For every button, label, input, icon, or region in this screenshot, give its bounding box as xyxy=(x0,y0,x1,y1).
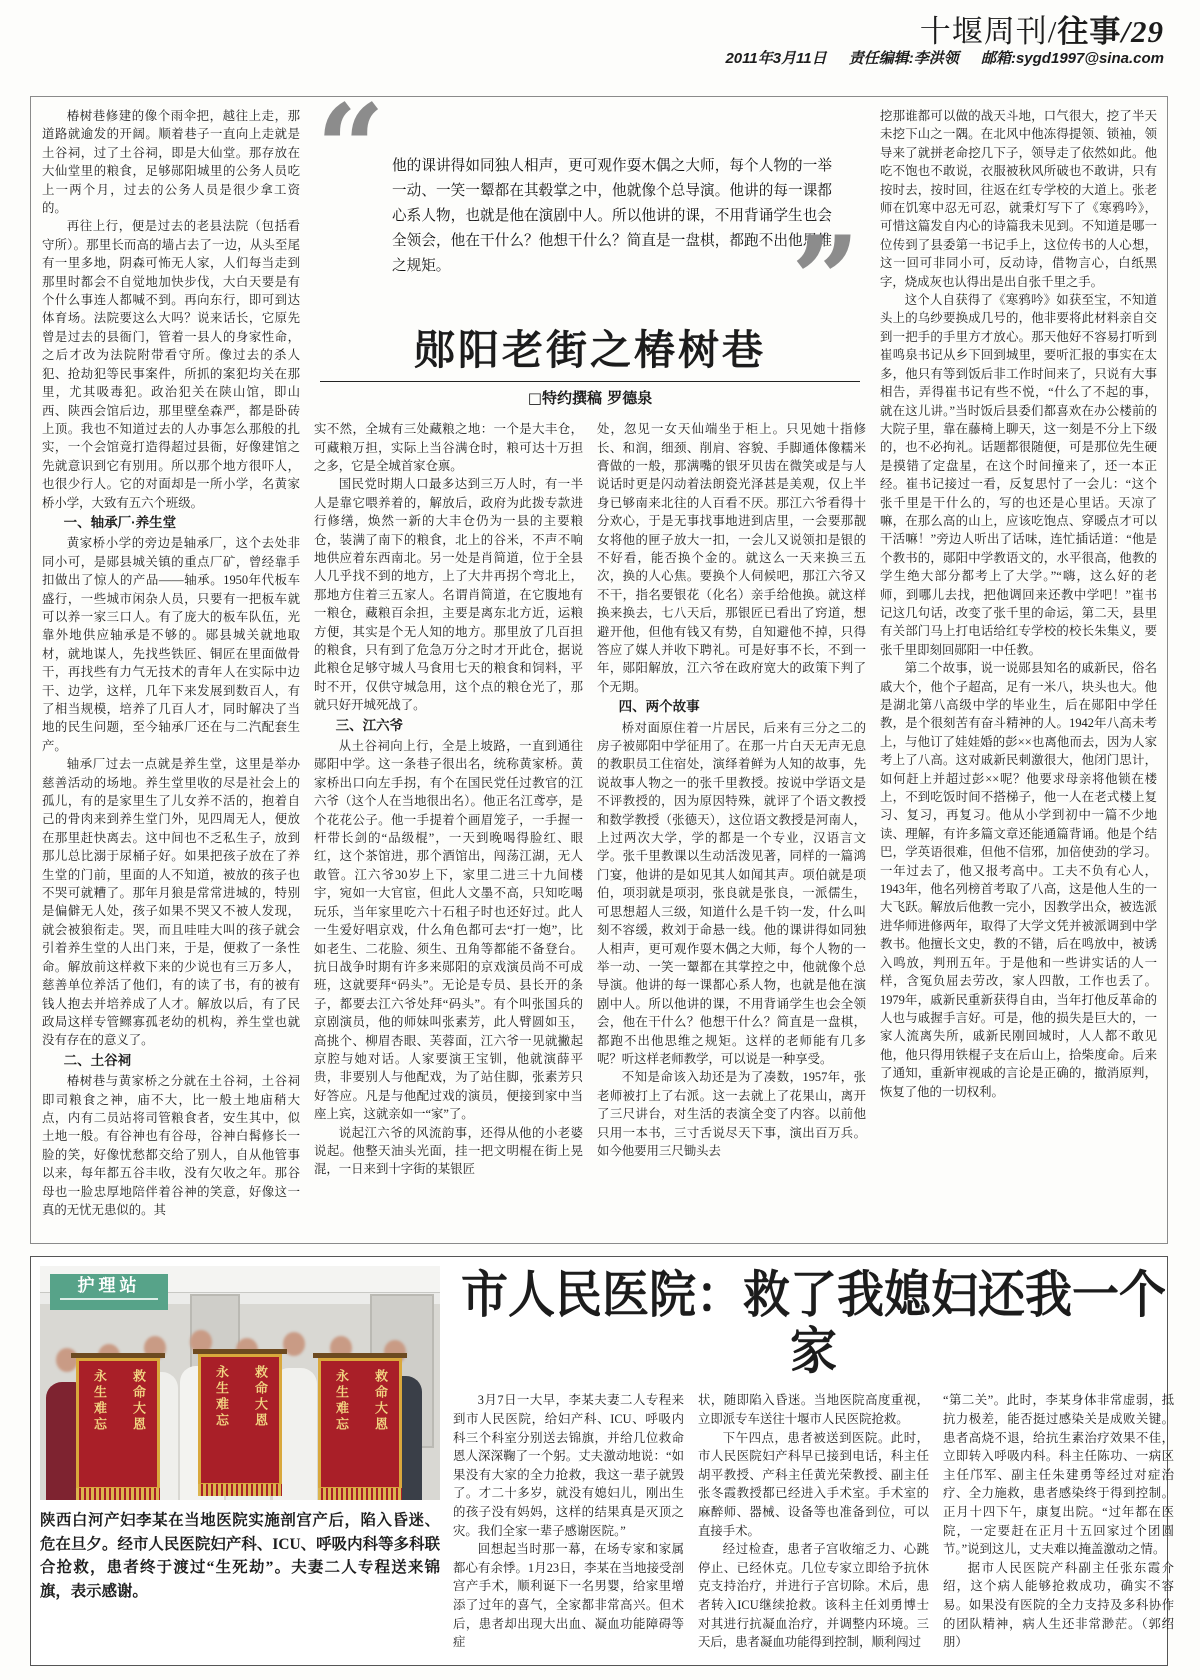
masthead xyxy=(920,6,1164,51)
paragraph: 经过检查，患者子宫收缩乏力、心跳停止、已经休克。几位专家立即给予抗休克支持治疗，并进行子宫切除。术后，患者转入ICU继续抢救。该科主任刘勇博士对其进行抗凝血治疗，并调整内环境。三天后，患者凝血功能得到控制，顺利闯过 xyxy=(698,1542,929,1650)
section-heading: 三、江六爷 xyxy=(335,717,404,733)
paragraph: 第二个故事，说一说郧县知名的戚新民，俗名戚大个，他个子超高，足有一米八，块头也大。他是湖北第八高级中学的毕业生，后在郧阳中学任教，是个很刻苦有奋斗精神的人。1942年八高未考上，与他订了娃娃婚的彭××也离他而去，因为人家考上了八高。这对戚新民刺激很大，他闭门思计，如何赶上并超过彭××呢？他要求母亲将他锁在楼上，不到吃饭时间不搭梯子，他一人在老式楼上复习、复习，再复习。他从小学到初中一篇不少地读、理解，有许多篇文章还能通篇背诵。他是个结巴，学英语很难，但他不信邪，加倍使劲的学习。一年过去了，他又报考高中。工夫不负有心人，1943年，他名列榜首考取了八高，这是他人生的一大飞跃。解放后他教一完小，因教学出众，被选派进华师进修两年，取得了大学文凭并被派调到中学教书。他擅长文史，教的不错，后在鸣放中，被诱入鸣放，判刑五年。于是他和一些讲实话的人一样，含冤负屈去劳改，家人四散，工作也丢了。1979年，戚新民重新获得自由，当年打他反革命的人也与戚握手言好。可是，他的损失是巨大的，一家人流离失所，戚新民刚回城时，人人都不敢见他，他只得用铁棍子支在后山上，拾柴度命。后来了通知，重新审视戚的言论是正确的，撤消原判，恢复了他的一切权利。 xyxy=(880,661,1157,1099)
article-column-1 xyxy=(42,107,300,1233)
open-quote-icon: “ xyxy=(316,78,386,219)
issue-date: 2011年3月11日 xyxy=(725,50,827,67)
paragraph: 挖那谁都可以做的战天斗地，口气很大，挖了半天未挖下山之一隅。在北风中他冻得提领、锁袖，领导来了就拼老命挖几下子，领导走了依然如此。他吃不饱也不敢说，衣服被秋风所破也不敢讲，只有按时去，按时回，往返在红专学校的大道上。张老师在饥寒中忍无可忍，就秉灯写下了《寒鸦吟》，可惜这篇发自内心的诗篇我未见到。不知道是哪一位传到了县委第一书记手上，这位传书的人心想，这一回可非同小可，反动诗，借物言心，白纸黑字，烧成灰也认得出是出自张千里之手。 xyxy=(880,109,1157,289)
paragraph: 黄家桥小学的旁边是轴承厂，这个去处非同小可，是郧县城关镇的重点厂矿，曾经靠手扣做出了惊人的产品——轴承。1950年代板车盛行，一些城市闲杂人员，只要有一把板车就可以养一家三口人。有了庞大的板车队伍，光靠外地供应轴承是不够的。郧县城关就地取材，就地谋人，先找些铁匠、铜匠在里面做骨干，再找些有力气无技术的青年人在实际中边干、边学，这样，几年下来发展到数百人，有了相当规模，培养了几百人才，同时解决了当地的民生问题，至今轴承厂还在与二汽配套生产。 xyxy=(42,536,300,753)
paragraph: 下午四点，患者被送到医院。此时，市人民医院妇产科早已接到电话，科主任胡平教授、产科主任黄光荣教授、副主任张冬霞教授都已经进入手术室。手术室的麻醉师、器械、设备等也准备到位，可以直接手术。 xyxy=(698,1430,929,1538)
nursing-station-sign xyxy=(50,1274,168,1310)
paragraph: 实不然，全城有三处藏粮之地：一个是大丰仓，可藏粮万担，实际上当谷满仓时，粮可达十万担之多，它是全城首家仓禀。 xyxy=(314,422,583,473)
photo-and-caption xyxy=(40,1266,440,1656)
masthead-publication: 十堰周刊/ xyxy=(919,14,1058,49)
paragraph: 回想起当时那一幕，在场专家和家属都心有余悸。1月23日，李某在当地接受剖宫产手术，顺利诞下一名男婴，给家里增添了过年的喜气，全家都非常高兴。但术后，患者却出现大出血、凝血功能障碍等症 xyxy=(453,1542,684,1650)
paragraph: 3月7日一大早，李某夫妻二人专程来到市人民医院，给妇产科、ICU、呼吸内科三个科室分别送去锦旗，并给几位救命恩人深深鞠了一个躬。丈夫激动地说：“如果没有大家的全力抢救，我这一辈子就毁了。才二十多岁，就没有媳妇儿，刚出生的孩子没有妈妈，这样的结果真是灭顶之灾。我们全家一辈子感谢医院。” xyxy=(453,1393,684,1538)
banner-text: 永生难忘 xyxy=(91,1369,106,1433)
thank-you-banner xyxy=(318,1358,402,1490)
banner-text: 救命大恩 xyxy=(252,1365,267,1429)
hospital-column-2 xyxy=(698,1391,929,1656)
article-title-block xyxy=(314,327,866,416)
paragraph: 说起江六爷的风流韵事，还得从他的小老婆说起。他整天油头光面，挂一把文明棍在街上晃混，一日来到十字街的某银匠 xyxy=(314,1125,583,1177)
banner-text: 永生难忘 xyxy=(213,1365,228,1429)
paragraph: 状，随即陷入昏迷。当地医院高度重视，立即派专车送往十堰市人民医院抢救。 xyxy=(698,1393,929,1426)
photo-caption: 陕西白河产妇李某在当地医院实施剖宫产后，陷入昏迷、危在旦夕。经市人民医院妇产科、ICU、呼吸内科等多科联合抢救，患者终于渡过“生死劫”。夫妻二人专程送来锦旗，表示感谢。 xyxy=(40,1512,440,1600)
paragraph: “第二关”。此时，李某身体非常虚弱，抵抗力极差，能否挺过感染关是成败关键。患者高烧不退，给抗生素治疗效果不佳，立即转入呼吸内科。科主任陈功、一病区主任邝军、副主任朱建勇等经过对症治疗、全力施救，患者感染终于得到控制。正月十四下午，康复出院。“过年都在医院，一定要赶在正月十五回家过个团圆节。”说到这儿，丈夫难以掩盖激动之情。 xyxy=(943,1393,1174,1557)
contact-email: 邮箱:sygd1997@sina.com xyxy=(980,50,1164,67)
hospital-column-1 xyxy=(453,1391,684,1656)
article-column-4 xyxy=(880,107,1157,1233)
paragraph: 椿树巷与黄家桥之分就在土谷祠，土谷祠即司粮食之神，庙不大，比一般土地庙稍大点，内有二员站将司管粮食者，安生其中，似土地一般。有谷神也有谷母，谷神白髯修长一脸的笑，好像忧愁都交给了别人，自从他管事以来，每年都五谷丰收，没有欠收之年。那谷母也一脸忠厚地陪伴着谷神的笑意，好像这一真的无忧无患似的。其 xyxy=(42,1074,300,1217)
paragraph: 再往上行，便是过去的老县法院（包括看守所）。那里长而高的墙占去了一边，从头至尾有一里多地，阴森可怖无人家，人们每当走到那里时都会不自觉地加快步伐，大白天要是有个什么事连人都喊不到。再向东行，即可到达体育场。法院要这么大吗？说来话长，它原先曾是过去的县衙门，管着一县人的身家性命，之后才改为法院附带看守所。像过去的杀人犯、抢劫犯等民事案件，所抓的案犯均关在那里，尤其吸毒犯。政治犯关在陕山馆，即山西、陕西会馆后边，那里壁垒森严，都是卧砖上顶。我也不知道过去的人办事怎么那般的扎实，一个会馆竟打造得超过县衙，好像建馆之先就意识到它有别用。所以那个地方很吓人，也很少行人。它的对面却是一所小学，名黄家桥小学，大致有五六个班级。 xyxy=(42,219,300,510)
main-article xyxy=(30,78,1168,1244)
hospital-article xyxy=(453,1266,1174,1656)
sign-underline xyxy=(60,1298,158,1300)
pull-quote-text: 他的课讲得如同独人相声，更可观作耍木偶之大师，每个人物的一举一动、一笑一颦都在其毂掌之中，他就像个总导演。他讲的每一课都心系人物，也就是他在演剧中人。所以他讲的课，不用背诵学生也会全领会，他在干什么？他想干什么？简直是一盘棋，都跑不出他思维之规矩。 xyxy=(392,157,832,274)
section-heading: 一、轴承厂·养生堂 xyxy=(63,514,177,530)
section-heading: 四、两个故事 xyxy=(618,699,700,715)
banner-text: 永生难忘 xyxy=(333,1369,348,1433)
banner-text: 救命大恩 xyxy=(372,1369,387,1433)
hospital-column-3 xyxy=(943,1391,1174,1656)
masthead-section: 往事 xyxy=(1057,14,1122,49)
hospital-columns xyxy=(453,1391,1174,1656)
paragraph: 处，忽见一女天仙端坐于柜上。只见她十指修长、和润，细颈、削肩、容貌、手脚通体像糯米膏做的一般，那满嘴的银牙贝齿在微笑或是与人说话时更是闪动着法朗瓷光泽甚是美观，仅上半身已够南来北往的人百看不厌。那江六爷看得十分欢心，于是无事找事地进到店里，一会要那靓女将他的匣子放大一扣，一会儿又说领扣是银的不好看，能否换个金的。就这么一天来换三五次，换的人心焦。要换个人伺候吧，那江六爷又不干，指名要银花（化名）亲手给他换。就这样换来换去，七八天后，那银匠已看出了窍道，想避开他，但他有钱又有势，自知避他不掉，只得答应了媒人并收下聘礼。可是好事不长，不到一年，郧阳解放，江六爷在政府宽大的政策下判了个无期。 xyxy=(597,422,866,694)
article-inner-columns xyxy=(314,420,866,1233)
banner-text: 救命大恩 xyxy=(130,1369,145,1433)
paragraph: 椿树巷修建的像个雨伞把，越往上走，那道路就逾发的开阔。顺着巷子一直向上走就是土谷祠，过了土谷祠，即是大仙堂。那存放在大仙堂里的粮食，足够郧阳城里的公务人员吃上一两个月，过去的公务人员是很少拿工资的。 xyxy=(42,109,300,216)
close-quote-icon: ” xyxy=(790,210,860,351)
article-column-3 xyxy=(597,420,866,1233)
nursing-station-sign-text: 护理站 xyxy=(77,1276,141,1296)
editor-credit: 责任编辑:李洪领 xyxy=(848,50,959,67)
masthead-page-number: /29 xyxy=(1121,14,1164,49)
hospital-headline: 市人民医院：救了我媳妇还我一个家 xyxy=(461,1265,1166,1381)
paragraph: 国民党时期人口最多达到三万人时，有一半人是靠它喂养着的，解放后，政府为此拨专款进行修缮，焕然一新的大丰仓仍为一县的主要粮仓，装满了南下的粮食，北上的谷米，不声不响地供应着东西南北。另一处是肖简道，位于全县人几乎找不到的地方，上了大井再拐个弯北上，那地方住着三五家人。名谓肖简道，在它腹地有一粮仓，藏粮百余担，主要是离东北方近，运粮方便，其实是个无人知的地方。那里放了几百担的粮食，只有到了危急万分之时才开此仓，据说此粮仓足够守城人马食用七天的粮食和饲料，平时不开，仅供守城急用，这个点的粮仓光了，那就只好开城死战了。 xyxy=(314,477,583,713)
paragraph: 不知是命该入劫还是为了凑数，1957年，张老师被打上了右派。这一去就上了花果山，离开了三尺讲台，对生活的表演全变了内容。以前他只用一本书，三寸舌说尽天下事，演出百万兵。如今他要用三尺锄头去 xyxy=(597,1070,866,1158)
article-byline: □特约撰稿 罗德泉 xyxy=(527,389,653,408)
thank-you-banner xyxy=(198,1354,282,1486)
paragraph: 从土谷祠向上行，全是上坡路，一直到通往郧阳中学。这一条巷子很出名，统称黄家桥。黄家桥出口向左手拐，有个在国民党任过教官的江六爷（这个人在当地很出名）。他正名江鸢亭，是个花花公子。他一手提着个画眉笼子，一手握一杆带长剑的“品级棍”，一天到晚喝得脸红、眼红，这个茶馆进，那个酒馆出，闯荡江湖，无人敢管。江六爷30岁上下，家里二进三十九间楼宇，宛如一大官宦，但此人文墨不高，只知吃喝玩乐，当年家里吃六十石租子时也还好过。此人一生爱好唱京戏，什么角色都可去“打一炮”，比如老生、二花脸、须生、丑角等都能不备登台。抗日战争时期有许多来郧阳的京戏演员尚不可成班，这就要拜“码头”。无论是专员、县长开的条子，都要去江六爷处拜“码头”。有个叫张国兵的京剧演员，他的师妹叫张素芳，此人臂圆如玉，高挑个、柳眉杏眼、芙蓉面，江六爷一见就撇起京腔与她对话。人家要演王宝钏，他就演薛平贵，非要别人与他配戏，为了站住脚，张素芳只好答应。凡是与他配过戏的演员，便接到家中当座上宾，这就亲如一“家”了。 xyxy=(314,739,583,1122)
person-face xyxy=(56,1348,78,1372)
title-divider xyxy=(320,381,860,382)
paragraph: 桥对面原住着一片居民，后来有三分之二的房子被郧阳中学征用了。在那一片白天无声无息的教职员工住宿处，演绎着鲜为人知的故事，先说故事人物之一的张千里教授。按说中学语文是不评教授的，因为原因特殊，就评了个语文教授和数学教授（张德天），这位语文教授是河南人，上过两次大学，学的都是一个专业，汉语言文学。张千里教课以生动活泼见著，同样的一篇鸿门宴，他讲的是如见其人如闻其声。项伯就是项伯，项羽就是项羽，张良就是张良，一派儒生，可思想超人三级，知道什么是千钧一发，什么叫刻不容缓，救刘于命悬一线。他的课讲得如同独人相声，更可观作耍木偶之大师，每个人物的一举一动、一笑一颦都在其掌控之中，他就像个总导演。他讲的每一课都心系人物，也就是他在演剧中人。所以他讲的课，不用背诵学生也会全领会，他在干什么？他想干什么？简直是一盘棋，都跑不出他思维之规矩。这样的老师能有几多呢？听这样老师教学，可以说是一种享受。 xyxy=(597,720,866,1066)
article-column-2 xyxy=(314,420,583,1233)
dateline xyxy=(707,47,1164,68)
section-heading: 二、土谷祠 xyxy=(63,1052,132,1068)
paragraph: 据市人民医院产科副主任张东霞介绍，这个病人能够抢救成功，确实不容易。如果没有医院的全力支持及多科协作的团队精神，病人生还非常渺茫。（郭绍朋） xyxy=(943,1560,1174,1650)
paragraph: 这个人自获得了《寒鸦吟》如获至宝，不知道头上的乌纱要换成几号的，他非要将此材料亲自交到一把手的手里方才放心。那天他好不容易打听到崔鸣泉书记从乡下回到城里，要听汇报的事实在太多，他只有等到饭后非工作时间来了，只说有大事相告，弄得崔书记有些不悦，“什么了不起的事，就在这儿讲。”当时饭后县委们都喜欢在办公楼前的大院子里，靠在藤椅上聊天，这一刻是不分上下级的，也不必拘礼。话题都很随便，可是那位先生硬是摸错了定盘星，在这个时间撞来了，还一本正经。崔书记接过一看，反复思忖了一会儿：“这个张千里是干什么的，写的也还是心里话。天凉了嘛，在那么高的山上，应该吃饱点、穿暖点才可以干活嘛！”旁边人听出了话味，连忙插话道：“他是个教书的，郧阳中学教语文的，水平很高，他教的学生绝大部分都考上了大学。”“嗨，这么好的老师，到哪儿去找，把他调回来还教中学吧！”崔书记这几句话，改变了张千里的命运，第二天，县里有关部门马上打电话给红专学校的校长朱集义，要张千里即刻回郧阳一中任教。 xyxy=(880,293,1157,657)
thank-you-banner xyxy=(76,1358,160,1490)
hospital-group-photo xyxy=(40,1266,440,1500)
hospital-story-box xyxy=(30,1256,1174,1666)
article-title: 郧阳老街之椿树巷 xyxy=(414,327,766,373)
paragraph: 轴承厂过去一点就是养生堂，这里是举办慈善活动的场地。养生堂里收的尽是社会上的孤儿，有的是家里生了儿女养不活的，抱着自己的骨肉来到养生堂门外，见四周无人，便放在那里赶快离去。这中间也不乏私生子，放到那儿总比溺于尿桶子好。如果把孩子放在了养生堂的门前，里面的人不知道，被放的孩子也不哭可就糟了。那年月狼是常常进城的，特别是偏僻无人处，孩子如果不哭又不被人发现，就会被狼衔走。哭，而且哇哇大叫的孩子就会引着养生堂的人出门来，于是，便救了一条性命。解放前这样救下来的少说也有三万多人，慈善单位养活了他们，有的读了书，有的被有钱人抱去并培养成了人才。解放以后，有了民政局这样专管鳏寡孤老幼的机构，养生堂也就没有存在的意义了。 xyxy=(42,757,300,1048)
article-center-area xyxy=(314,78,866,1233)
